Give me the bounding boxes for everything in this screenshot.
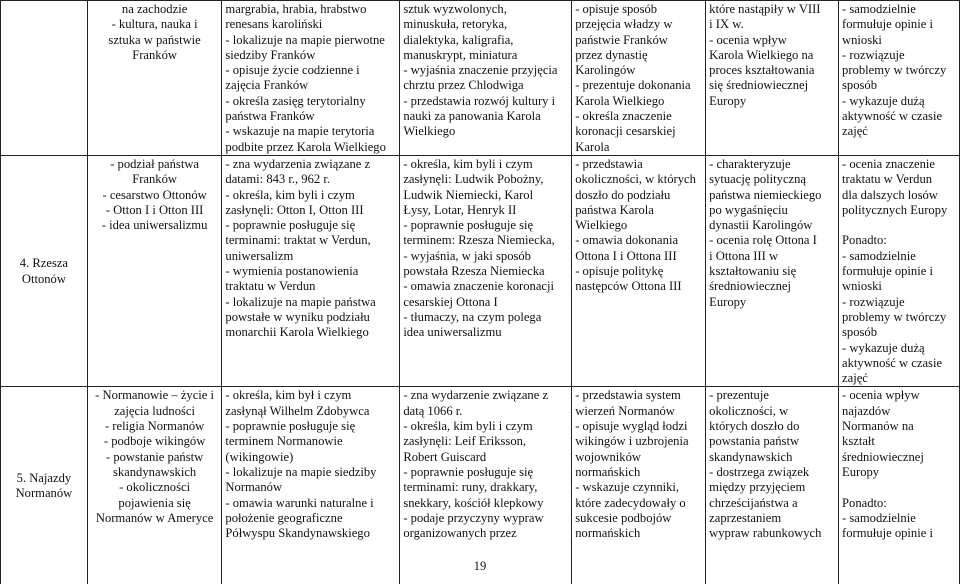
cell-line: wojowników — [575, 449, 641, 464]
cell-line: Karola Wielkiego na — [709, 47, 814, 62]
cell-line: na zachodzie — [121, 2, 188, 16]
cell-line: - tłumaczy, na czym polega — [403, 309, 542, 324]
cell-line: - samodzielnie — [842, 2, 916, 16]
cell-line — [842, 218, 956, 233]
cell-line: normańskich — [575, 464, 641, 479]
cell-line: - opisuje sposób — [575, 2, 658, 16]
cell-line: Franków — [132, 172, 177, 187]
cell-line: Europy — [709, 93, 747, 108]
cell-line: sukcesie podbojów — [575, 510, 672, 525]
cell-line: zasłynęli: Ludwik Pobożny, — [403, 172, 544, 187]
cell-line: - poprawnie posługuje się — [225, 218, 356, 233]
cell-line: między przyjęciem — [709, 480, 806, 495]
cell-line: Normanów — [225, 480, 283, 495]
cell-line: przez dynastię — [575, 47, 648, 62]
cell-line: aktywność w czasie — [842, 109, 943, 124]
cell-line: terminem Normanowie — [225, 434, 343, 449]
cell-line: które zadecydowały o — [575, 495, 686, 510]
cell-line: okoliczności, w — [709, 403, 789, 418]
cell-line: średniowiecznej — [709, 279, 791, 294]
cell-line: Europy — [709, 294, 747, 309]
cell-line: politycznych Europy — [842, 202, 948, 217]
cell-line: - podaje przyczyny wypraw — [403, 510, 544, 525]
cell-line: które nastąpiły w VIII — [709, 2, 821, 16]
basic-cell — [222, 1, 400, 156]
cell-line: Ponadto: — [842, 233, 887, 248]
cell-line: - przedstawia system — [575, 388, 681, 403]
cell-line: zajęć — [842, 371, 868, 386]
cell-line: - określa znaczenie — [575, 109, 672, 124]
extended-cell — [400, 1, 572, 156]
outstanding-cell — [839, 1, 960, 156]
cell-line: terminami: runy, drakkary, — [403, 480, 538, 495]
cell-line: - ocenia wpływ — [842, 388, 920, 403]
topic-cell — [1, 1, 88, 156]
cell-line: przejęcia władzy w — [575, 17, 673, 32]
cell-line: - wskazuje na mapie terytoria — [225, 124, 375, 139]
cell-line: - wyjaśnia znaczenie przyjęcia — [403, 63, 558, 78]
cell-line: Półwyspu Skandynawskiego — [225, 526, 370, 541]
cell-line: siedziby Franków — [225, 47, 316, 62]
cell-line: - idea uniwersalizmu — [101, 218, 208, 233]
cell-line: i Ottona III w — [709, 248, 779, 263]
cell-line: formułuje opinie i — [842, 17, 933, 32]
cell-line: - wymienia postanowienia — [225, 264, 359, 279]
cell-line: wypraw rabunkowych — [709, 526, 822, 541]
table-row — [1, 387, 960, 584]
outstanding-cell — [839, 155, 960, 386]
cell-line: normańskich — [575, 526, 641, 541]
cell-line: Karola Wielkiego — [575, 93, 665, 108]
extended-cell — [400, 155, 572, 386]
cell-line: - określa, kim był i czym — [225, 388, 352, 403]
outstanding-cell — [839, 387, 960, 584]
topic-cell — [1, 155, 88, 386]
cell-line: - wykazuje dużą — [842, 93, 925, 108]
content-cell — [87, 155, 222, 386]
cell-line: - rozwiązuje — [842, 47, 905, 62]
advanced-cell — [706, 387, 839, 584]
cell-line: - podboje wikingów — [103, 434, 206, 449]
cell-line: margrabia, hrabia, hrabstwo — [225, 2, 367, 16]
cell-line: powstała Rzesza Niemiecka — [403, 264, 545, 279]
cell-line: - podział państwa — [110, 156, 200, 171]
cell-line: - poprawnie posługuje się — [225, 419, 356, 434]
cell-line: - ocenia rolę Ottona I — [709, 233, 817, 248]
cell-line: - omawia warunki naturalne i — [225, 495, 374, 510]
cell-line: - wskazuje czynniki, — [575, 480, 680, 495]
supplementary-cell — [572, 155, 706, 386]
cell-line: - opisuje wygląd łodzi — [575, 419, 688, 434]
cell-line: sztuka w państwie — [108, 32, 201, 47]
cell-line: terminami: traktat w Verdun, — [225, 233, 371, 248]
cell-line — [842, 480, 956, 495]
content-cell — [87, 387, 222, 584]
cell-line: zasłynęli: Leif Eriksson, — [403, 434, 527, 449]
cell-line: podbite przez Karola Wielkiego — [225, 139, 386, 154]
cell-line: formułuje opinie i — [842, 526, 933, 541]
cell-line: Europy — [842, 464, 880, 479]
extended-cell — [400, 387, 572, 584]
content-cell — [87, 1, 222, 156]
cell-line: monarchii Karola Wielkiego — [225, 325, 369, 340]
cell-line: pojawienia się — [118, 495, 191, 510]
cell-line: po wygaśnięciu — [709, 202, 788, 217]
table-row — [1, 155, 960, 386]
cell-line: - ocenia znaczenie — [842, 156, 936, 171]
cell-line: dialektyka, kaligrafia, — [403, 32, 514, 47]
cell-line: - dostrzega związek — [709, 464, 810, 479]
cell-line: minuskuła, retoryka, — [403, 17, 508, 32]
cell-line: formułuje opinie i — [842, 264, 933, 279]
cell-line: - charakteryzuje — [709, 156, 791, 171]
cell-line: Ponadto: — [842, 495, 887, 510]
cell-line: terminem: Rzesza Niemiecka, — [403, 233, 555, 248]
cell-line: - omawia znaczenie koronacji — [403, 279, 555, 294]
cell-line: - opisuje politykę — [575, 264, 664, 279]
cell-line: najazdów — [842, 403, 891, 418]
advanced-cell — [706, 155, 839, 386]
cell-line: - zna wydarzenie związane z — [403, 388, 549, 403]
cell-line: problemy w twórczy — [842, 309, 947, 324]
cell-line: aktywność w czasie — [842, 355, 943, 370]
cell-line: - poprawnie posługuje się — [403, 464, 534, 479]
cell-line: - ocenia wpływ — [709, 32, 787, 47]
page-number: 19 — [473, 559, 487, 573]
cell-line: skandynawskich — [112, 464, 197, 479]
cell-line: się średniowiecznej — [709, 78, 809, 93]
cell-line: dla dalszych losów — [842, 187, 938, 202]
cell-line: wnioski — [842, 279, 882, 294]
cell-line: Karolingów — [575, 63, 636, 78]
cell-line: - określa, kim byli i czym — [403, 156, 533, 171]
cell-line: problemy w twórczy — [842, 63, 947, 78]
cell-line: powstania państw — [709, 434, 800, 449]
cell-line: chrześcijaństwa a — [709, 495, 798, 510]
cell-line: datami: 843 r., 962 r. — [225, 172, 330, 187]
cell-line: - cesarstwo Ottonów — [102, 187, 207, 202]
cell-line: państwa niemieckiego — [709, 187, 822, 202]
cell-line: Robert Guiscard — [403, 449, 487, 464]
cell-line: snekkary, kościół klepkowy — [403, 495, 544, 510]
cell-line: doszło do podziału — [575, 187, 671, 202]
cell-line: - lokalizuje na mapie siedziby — [225, 464, 377, 479]
basic-cell — [222, 155, 400, 386]
cell-line: zaprzestaniem — [709, 510, 782, 525]
cell-line: - wykazuje dużą — [842, 340, 925, 355]
cell-line: - powstanie państw — [105, 449, 204, 464]
cell-line: - samodzielnie — [842, 510, 916, 525]
cell-line: okoliczności, w których — [575, 172, 696, 187]
cell-line: położenie geograficzne — [225, 510, 343, 525]
cell-line: - omawia dokonania — [575, 233, 679, 248]
cell-line: - wyjaśnia, w jaki sposób — [403, 248, 531, 263]
table-row — [1, 1, 960, 156]
cell-line: proces kształtowania — [709, 63, 815, 78]
cell-line: zajęcia ludności — [114, 403, 195, 418]
cell-line: państwa Karola — [575, 202, 654, 217]
topic-title: 4. Rzesza Ottonów — [19, 256, 69, 286]
cell-line: datą 1066 r. — [403, 403, 463, 418]
cell-line: skandynawskich — [709, 449, 793, 464]
cell-line: renesans karoliński — [225, 17, 323, 32]
cell-line: których doszło do — [709, 419, 800, 434]
topic-title: 5. Najazdy Normanów — [15, 471, 73, 501]
cell-line: sztuk wyzwolonych, — [403, 2, 507, 16]
cell-line: - samodzielnie — [842, 248, 916, 263]
cell-line: - religia Normanów — [104, 419, 205, 434]
cell-line: państwie Franków — [575, 32, 668, 47]
supplementary-cell — [572, 1, 706, 156]
cell-line: - określa zasięg terytorialny — [225, 93, 366, 108]
cell-line: koronacji cesarskiej — [575, 124, 676, 139]
cell-line: wnioski — [842, 32, 882, 47]
cell-line: - lokalizuje na mapie państwa — [225, 294, 376, 309]
cell-line: Karola — [575, 139, 610, 154]
cell-line: organizowanych przez — [403, 526, 517, 541]
cell-line: sposób — [842, 325, 878, 340]
cell-line: zasłynął Wilhelm Zdobywca — [225, 403, 370, 418]
cell-line: zajęć — [842, 124, 868, 139]
cell-line: - określa, kim byli i czym — [225, 187, 355, 202]
cell-line: Franków — [132, 47, 177, 62]
cell-line: - prezentuje — [709, 388, 769, 403]
cell-line: - lokalizuje na mapie pierwotne — [225, 32, 385, 47]
cell-line: manuskrypt, miniatura — [403, 47, 518, 62]
cell-line: wikingów i uzbrojenia — [575, 434, 689, 449]
cell-line: sytuację polityczną — [709, 172, 807, 187]
cell-line: idea uniwersalizmu — [403, 325, 502, 340]
cell-line: - poprawnie posługuje się — [403, 218, 534, 233]
supplementary-cell — [572, 387, 706, 584]
cell-line: powstałe w wyniku podziału — [225, 309, 370, 324]
cell-line: sposób — [842, 78, 878, 93]
cell-line: - prezentuje dokonania — [575, 78, 691, 93]
advanced-cell — [706, 1, 839, 156]
cell-line: państwa Franków — [225, 109, 315, 124]
cell-line: Normanów w Ameryce — [95, 510, 214, 525]
cell-line: - okoliczności — [119, 480, 191, 495]
cell-line: - zna wydarzenia związane z — [225, 156, 371, 171]
cell-line: i IX w. — [709, 17, 744, 32]
cell-line: traktatu w Verdun — [225, 279, 316, 294]
cell-line: zajęcia Franków — [225, 78, 309, 93]
cell-line: chrztu przez Chlodwiga — [403, 78, 524, 93]
cell-line: - kultura, nauka i — [111, 17, 198, 32]
topic-cell — [1, 387, 88, 584]
cell-line: uniwersalizm — [225, 248, 294, 263]
cell-line: Wielkiego — [575, 218, 628, 233]
cell-line: - Normanowie – życie i — [95, 388, 215, 403]
cell-line: Ottona I i Ottona III — [575, 248, 677, 263]
cell-line: - określa, kim byli i czym — [403, 419, 533, 434]
cell-line: - rozwiązuje — [842, 294, 905, 309]
cell-line: - przedstawia — [575, 156, 643, 171]
basic-cell — [222, 387, 400, 584]
cell-line: - opisuje życie codzienne i — [225, 63, 360, 78]
cell-line: Łysy, Lotar, Henryk II — [403, 202, 517, 217]
cell-line: średniowiecznej — [842, 449, 924, 464]
cell-line: kształtowaniu się — [709, 264, 797, 279]
cell-line: kształt — [842, 434, 875, 449]
cell-line: zasłynęli: Otton I, Otton III — [225, 202, 364, 217]
cell-line: wierzeń Normanów — [575, 403, 675, 418]
cell-line: Ludwik Niemiecki, Karol — [403, 187, 534, 202]
cell-line: (wikingowie) — [225, 449, 294, 464]
cell-line: nauki za panowania Karola — [403, 109, 541, 124]
cell-line: - Otton I i Otton III — [105, 202, 204, 217]
cell-line: dynastii Karolingów — [709, 218, 813, 233]
cell-line: Normanów na — [842, 419, 914, 434]
cell-line: - przedstawia rozwój kultury i — [403, 93, 556, 108]
cell-line: następców Ottona III — [575, 279, 682, 294]
cell-line: cesarskiej Ottona I — [403, 294, 498, 309]
cell-line: Wielkiego — [403, 124, 456, 139]
cell-line: traktatu w Verdun — [842, 172, 933, 187]
